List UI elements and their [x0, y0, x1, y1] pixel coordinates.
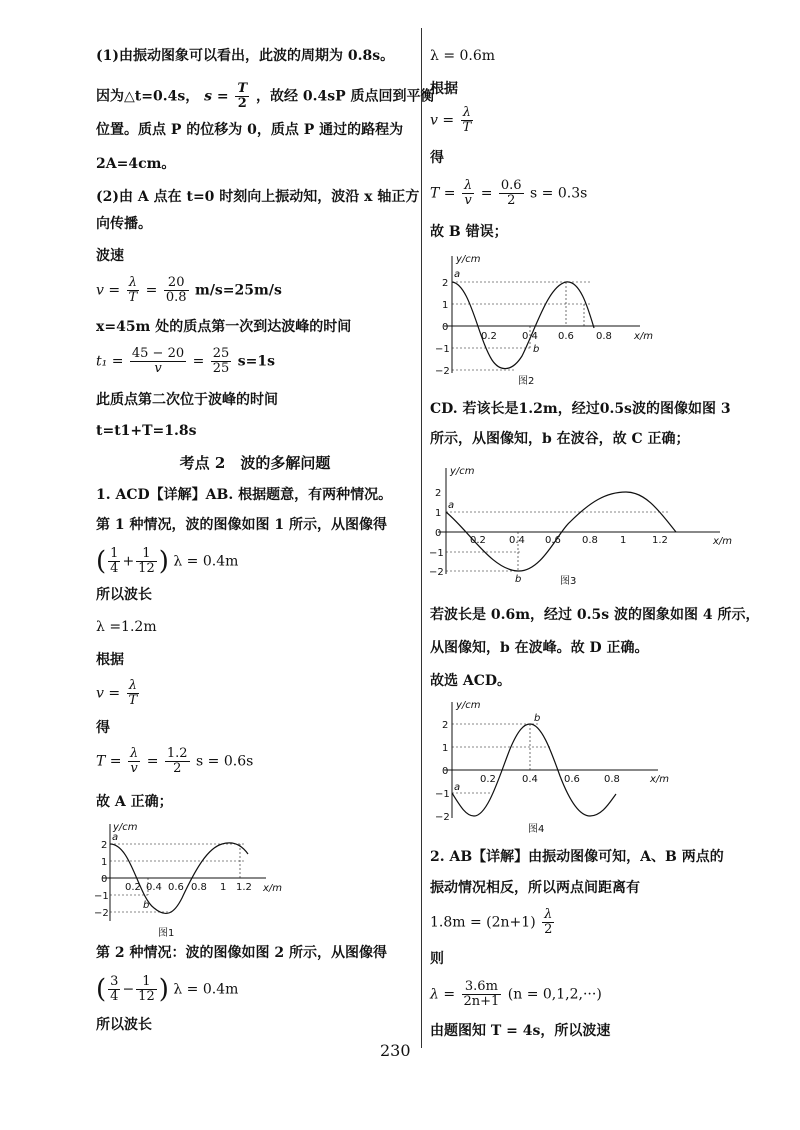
fraction [462, 179, 474, 208]
y-tick: 1 [442, 743, 449, 754]
text-line: 2A=4cm。 [96, 156, 176, 172]
y-axis-label: y/cm [450, 466, 475, 477]
text-line: 得 [96, 720, 110, 736]
fraction [128, 747, 140, 776]
fraction [108, 975, 120, 1004]
text-line: 第 2 种情况：波的图像如图 2 所示，从图像得 [96, 945, 387, 961]
denominator: T [128, 290, 138, 305]
text-line: 此质点第二次位于波峰的时间 [96, 392, 278, 408]
x-tick: 1.2 [236, 882, 252, 893]
fraction [211, 347, 232, 376]
text: v = [430, 112, 455, 129]
fraction [164, 276, 189, 305]
text-line: 若波长是 0.6m，经过 0.5s 波的图象如图 4 所示， [430, 607, 760, 623]
text: v = [96, 282, 121, 299]
text: T = [430, 185, 456, 202]
numerator: λ [542, 908, 554, 923]
text: ，故经 0.4sP 质点回到平衡 [256, 88, 435, 105]
numerator: λ [461, 106, 474, 121]
text-line: 所示，从图像知，b 在波谷，故 C 正确； [430, 431, 690, 447]
fraction [108, 547, 120, 576]
text: s=1s [237, 353, 276, 370]
text-line: 故 A 正确； [96, 794, 173, 810]
y-axis-label: y/cm [113, 822, 138, 833]
x-tick: 0.2 [480, 774, 496, 785]
text: 1.8m = (2n+1) [430, 914, 536, 931]
text: = [480, 185, 493, 202]
text-line: x=45m 处的质点第一次到达波峰的时间 [96, 319, 352, 335]
x-tick: 0.2 [125, 882, 141, 893]
equation: ( $\frac{1}{4}$ + $\frac{1}{12}$ ) λ = 0.4m [96, 546, 239, 577]
y-tick: 1 [442, 300, 449, 311]
fraction [462, 980, 502, 1009]
x-tick: 0.4 [509, 535, 525, 546]
text-line: 根据 [430, 81, 458, 97]
figure-3 [430, 462, 760, 592]
figure-caption: 图2 [518, 376, 535, 387]
x-axis-label: x/m [634, 331, 654, 342]
text-line: 振动情况相反，所以两点间距离有 [430, 880, 640, 896]
y-tick: 0 [442, 766, 449, 777]
x-tick: 0.6 [545, 535, 561, 546]
text-line: 故选 ACD。 [430, 673, 512, 689]
denominator: v [130, 761, 138, 776]
x-tick: 0.6 [168, 882, 184, 893]
x-tick: 1 [220, 882, 227, 893]
text-line: 则 [430, 951, 444, 967]
denominator: 2 [507, 193, 516, 208]
denominator: T [462, 120, 472, 135]
fraction [542, 908, 554, 937]
figure-4 [430, 694, 690, 836]
denominator: 2n+1 [463, 994, 500, 1009]
text-line: 根据 [96, 652, 124, 668]
x-tick: 0.6 [564, 774, 580, 785]
text-line: (2)由 A 点在 t=0 时刻向上振动知，波沿 x 轴正方 [96, 189, 420, 205]
y-tick: 2 [442, 720, 449, 731]
text-line: 向传播。 [96, 216, 152, 232]
text-line: 由题图知 T = 4s，所以波速 [430, 1023, 611, 1039]
text: 因为△t=0.4s， [96, 88, 200, 105]
equation [96, 347, 275, 376]
figure-2 [430, 248, 670, 388]
x-tick: 0.8 [191, 882, 207, 893]
x-tick: 1.2 [652, 535, 668, 546]
x-tick: 0.8 [604, 774, 620, 785]
numerator: λ [463, 178, 473, 193]
section-heading: 考点 2 波的多解问题 [179, 454, 331, 472]
point-a-label: a [112, 832, 119, 843]
text-line: 得 [430, 150, 444, 166]
numerator: 1 [136, 975, 157, 990]
equation: ( $\frac{3}{4}$ − $\frac{1}{12}$ ) λ = 0.4m [96, 974, 239, 1005]
numerator: T [237, 81, 248, 96]
point-b-label: b [533, 344, 540, 355]
text: − [122, 981, 135, 998]
figure-caption: 图4 [528, 824, 545, 835]
figure-caption: 图3 [560, 576, 577, 587]
y-axis-label: y/cm [456, 254, 481, 265]
point-a-label: a [454, 782, 461, 793]
point-a-label: a [448, 500, 455, 511]
x-tick: 0.4 [522, 331, 538, 342]
y-tick: 2 [442, 278, 449, 289]
y-tick: −1 [435, 344, 450, 355]
text: λ = [430, 986, 456, 1003]
text: t₁ = [96, 353, 124, 370]
y-tick: −1 [429, 548, 444, 559]
denominator: 2 [544, 922, 553, 937]
point-a-label: a [454, 269, 461, 280]
fraction [127, 276, 140, 305]
text-line: 波速 [96, 248, 124, 264]
numerator: 45 − 20 [131, 346, 185, 361]
numerator: 0.6 [500, 178, 522, 193]
denominator: 0.8 [165, 290, 187, 305]
equation [430, 980, 602, 1009]
text: T = [96, 753, 122, 770]
y-tick: −2 [435, 366, 450, 377]
y-tick: 2 [101, 840, 108, 851]
x-tick: 0.6 [558, 331, 574, 342]
x-axis-label: x/m [263, 883, 283, 894]
numerator: 1 [110, 546, 119, 561]
x-axis-label: x/m [650, 774, 670, 785]
fraction [499, 179, 524, 208]
text: = [146, 753, 159, 770]
numerator: 1.2 [166, 746, 188, 761]
text: = [145, 282, 158, 299]
y-tick: −1 [94, 891, 109, 902]
numerator: 3 [110, 974, 119, 989]
figure-caption: 图1 [158, 928, 175, 939]
figure-1 [96, 818, 286, 938]
equation [430, 908, 556, 937]
text-line: (1)由振动图象可以看出，此波的周期为 0.8s。 [96, 48, 395, 64]
text-line [96, 82, 435, 111]
fraction [136, 547, 157, 576]
y-tick: 0 [442, 322, 449, 333]
denominator: 4 [110, 989, 119, 1004]
x-tick: 0.8 [582, 535, 598, 546]
numerator: 1 [136, 547, 157, 562]
denominator: v [464, 193, 472, 208]
denominator: 2 [173, 761, 182, 776]
numerator: 25 [212, 346, 230, 361]
point-b-label: b [515, 574, 522, 585]
x-axis-label: x/m [713, 536, 733, 547]
numerator: λ [127, 276, 140, 291]
column-divider [421, 28, 422, 1048]
fraction [136, 975, 157, 1004]
text-line: t=t1+T=1.8s [96, 423, 197, 439]
page-number: 230 [380, 1041, 411, 1060]
text-line: 第 1 种情况，波的图像如图 1 所示，从图像得 [96, 517, 387, 533]
equation [96, 276, 282, 305]
text-line: 所以波长 [96, 1017, 152, 1033]
y-tick: 2 [435, 488, 442, 499]
denominator: 4 [110, 561, 119, 576]
text: v = [96, 685, 121, 702]
x-tick: 1 [620, 535, 627, 546]
text-line: 故 B 错误； [430, 224, 508, 240]
fraction [461, 106, 474, 135]
equation [430, 179, 587, 208]
y-tick: 0 [101, 874, 108, 885]
text: s = 0.3s [530, 185, 588, 202]
denominator: T [128, 693, 138, 708]
y-axis-label: y/cm [456, 700, 481, 711]
x-tick: 0.8 [596, 331, 612, 342]
text-line: 1. ACD【详解】AB. 根据题意，有两种情况。 [96, 487, 393, 503]
text-line: 从图像知，b 在波峰。故 D 正确。 [430, 640, 649, 656]
numerator: 3.6m [462, 980, 502, 995]
text: + [122, 553, 135, 570]
y-tick: 0 [435, 528, 442, 539]
text: m/s=25m/s [195, 282, 282, 299]
equation [430, 106, 475, 135]
fraction [165, 747, 190, 776]
text-line: 位置。质点 P 的位移为 0，质点 P 通过的路程为 [96, 122, 404, 138]
denominator: v [154, 361, 162, 376]
point-b-label: b [143, 900, 150, 911]
numerator: 20 [164, 276, 189, 291]
x-tick: 0.4 [146, 882, 162, 893]
wave-curve [452, 282, 594, 369]
x-tick: 0.2 [481, 331, 497, 342]
text-line: 所以波长 [96, 587, 152, 603]
y-tick: −2 [429, 567, 444, 578]
text: (n = 0,1,2,···) [507, 986, 602, 1003]
text-line: CD. 若该长是1.2m，经过0.5s波的图像如图 3 [430, 401, 731, 417]
text: = [192, 353, 205, 370]
point-b-label: b [534, 713, 541, 724]
y-tick: −1 [435, 789, 450, 800]
text: s = [204, 88, 229, 105]
fraction [235, 82, 249, 111]
x-tick: 0.4 [522, 774, 538, 785]
y-tick: 1 [435, 508, 442, 519]
equation [96, 679, 141, 708]
y-tick: −2 [94, 908, 109, 919]
numerator: λ [127, 679, 140, 694]
denominator: 12 [138, 561, 155, 576]
denominator: 25 [212, 361, 230, 376]
numerator: λ [129, 746, 139, 761]
y-tick: −2 [435, 812, 450, 823]
text: λ = 0.4m [173, 553, 239, 570]
text-line: λ = 0.6m [430, 48, 496, 64]
equation [96, 747, 253, 776]
text: λ = 0.4m [173, 981, 239, 998]
text: s = 0.6s [196, 753, 254, 770]
fraction [127, 679, 140, 708]
denominator: 2 [237, 96, 247, 111]
y-tick: 1 [101, 857, 108, 868]
text-line: λ =1.2m [96, 619, 157, 635]
x-tick: 0.2 [470, 535, 486, 546]
denominator: 12 [138, 989, 155, 1004]
text-line: 2. AB【详解】由振动图像可知，A、B 两点的 [430, 849, 724, 865]
fraction [130, 347, 186, 376]
